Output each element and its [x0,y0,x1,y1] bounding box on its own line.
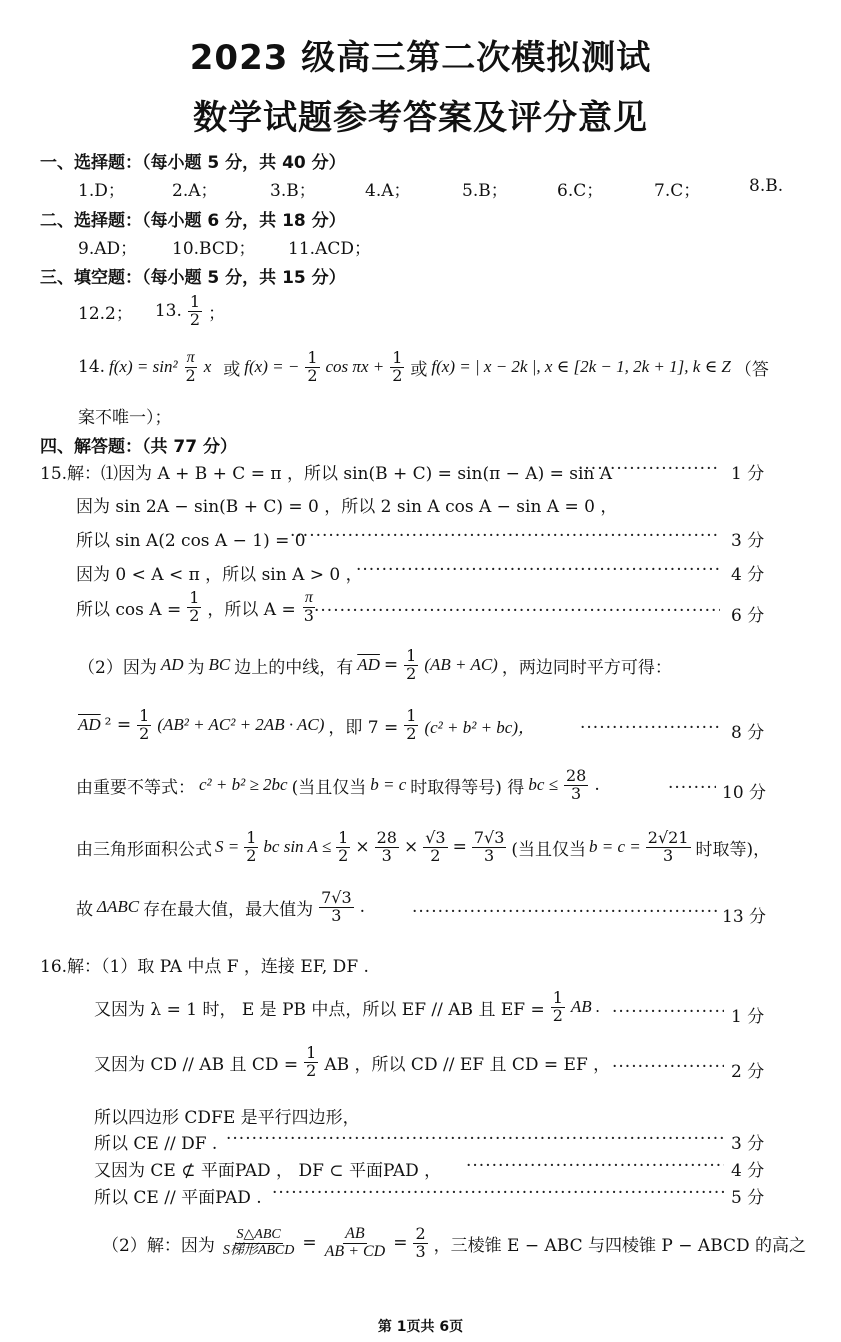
leader-dots [356,560,720,580]
text: 又因为 λ = 1 时， E 是 PB 中点，所以 EF // AB 且 EF = [94,999,545,1020]
frac-num: 1 [406,646,417,665]
fill-q12-q13 [78,294,225,329]
q15-line-5 [76,590,318,625]
frac-den: 2 [430,845,441,865]
math: bc ≤ [528,775,558,795]
frac-den: 2 [406,723,417,743]
answer-item: 7.C； [654,181,701,201]
frac-num: 1 [392,348,403,367]
frac-num: 1 [307,348,318,367]
math: AB . [570,997,601,1017]
frac-num: 1 [189,588,200,607]
score: 1 分 [731,464,765,484]
q12-answer: 12.2； [78,303,133,324]
leader-dots [412,902,718,922]
q15-line-10 [76,890,365,925]
q15-line-1: 15.解：⑴因为 A + B + C = π ，所以 sin(B + C) = sin(π − A) = sin A [40,464,613,484]
math: BC [208,655,231,675]
leader-dots [290,526,720,546]
text: （2）因为 [78,657,157,678]
q16-line-8 [102,1226,806,1261]
q13-end: ； [208,303,226,324]
q16-line-7: 所以 CE // 平面PAD . [94,1188,262,1208]
frac-den: 2 [189,605,200,625]
leader-dots [226,1129,724,1149]
score: 4 分 [731,1161,765,1181]
frac-num: 1 [552,988,563,1007]
q15-line-6 [78,648,672,683]
fraction [187,590,201,625]
text: (当且仅当 [291,777,367,798]
score: 3 分 [731,1134,765,1154]
q14-expr-b2: cos πx + [325,357,385,377]
answer-item: 9.AD； [78,239,138,259]
frac-num: √3 [425,828,446,847]
title-line-1: 2023 级高三第二次模拟测试 [189,38,652,78]
frac-den: 3 [415,1241,426,1261]
text: . [594,775,600,796]
frac-num: 1 [338,828,349,847]
q14-expr-b: f(x) = − [244,357,300,377]
section-heading-1: 一、选择题：（每小题 5 分，共 40 分） [40,153,346,173]
leader-dots [612,1002,724,1022]
frac-den: 3 [484,845,495,865]
frac-num: 7√3 [473,828,505,847]
score: 4 分 [731,565,765,585]
q14-frac-b [305,350,319,385]
math: (AB + AC) [424,655,498,675]
frac-num: 2 [415,1224,426,1243]
vector: $\overline{AD}$ [357,655,380,675]
text: 又因为 CD // AB 且 CD = [94,1054,299,1075]
score: 13 分 [722,907,767,927]
leader-dots [272,1183,724,1203]
frac-num: 28 [565,766,587,785]
frac-den: 2 [246,845,257,865]
fraction [137,708,151,743]
q14-expr-a2: x [203,357,212,377]
frac-den: 3 [571,783,582,803]
fraction [413,1226,427,1261]
q13-label: 13. [154,301,182,322]
math: = [302,1233,317,1254]
fraction [323,1226,388,1261]
text: ，所以 A = [207,599,296,620]
score: 5 分 [731,1188,765,1208]
frac-den: 3 [303,605,314,625]
text: 边上的中线，有 [234,657,354,678]
frac-den: S梯形ABCD [222,1242,295,1258]
q14-note: （答 [734,359,769,380]
score: 1 分 [731,1007,765,1027]
frac-num: S△ABC [236,1227,281,1243]
math: (c² + b² + bc)， [424,717,536,737]
frac-num: π [186,349,195,366]
leader-dots [612,1057,724,1077]
fraction [404,708,418,743]
title-line-2: 数学试题参考答案及评分意见 [193,98,648,138]
fraction [221,1228,297,1258]
q16-line-3 [94,1045,610,1080]
math: c² + b² ≥ 2bc [199,775,288,795]
q14-label: 14. [78,357,106,378]
text: 存在最大值，最大值为 [143,899,314,920]
fraction [319,890,354,925]
fraction [244,830,258,865]
math: (AB² + AC² + 2AB · AC) [157,715,325,735]
text: AB ，所以 CD // EF 且 CD = EF ， [324,1054,611,1075]
page-footer: 第 1页共 6页 [377,1319,464,1335]
frac-den: 2 [406,663,417,683]
q14-or-2: 或 [410,359,428,380]
section-heading-3: 三、填空题：（每小题 5 分，共 15 分） [40,268,346,288]
answer-item: 10.BCD； [172,239,256,259]
section-heading-4: 四、解答题：（共 77 分） [40,437,237,457]
math: AD [160,655,184,675]
q16-line-5: 所以 CE // DF . [94,1134,218,1154]
frac-den: 3 [663,845,674,865]
q15-line-2: 因为 sin 2A − sin(B + C) = 0 ，所以 2 sin A cos A − sin A = 0 ， [76,497,618,517]
q16-line-2 [94,990,600,1025]
text: 由重要不等式： [76,777,195,798]
score: 6 分 [731,606,765,626]
fraction [423,830,447,865]
fraction [472,830,507,865]
fraction [551,990,565,1025]
frac-den: 2 [185,365,196,385]
answer-item: 3.B； [270,181,316,201]
text: 由三角形面积公式 [76,839,212,860]
q16-line-4: 所以四边形 CDFE 是平行四边形， [94,1108,360,1128]
leader-dots [466,1156,724,1176]
text: 故 [76,899,93,920]
frac-num: 1 [189,292,201,311]
q15-line-4: 因为 0 < A < π ，所以 sin A > 0 ， [76,565,363,585]
fraction [375,830,399,865]
text: 时取等)， [695,839,771,860]
section-heading-2: 二、选择题：（每小题 6 分，共 18 分） [40,211,346,231]
text: ，两边同时平方可得： [501,657,672,678]
frac-den: 2 [306,1060,317,1080]
math: × [403,837,419,858]
text: (当且仅当 [511,839,587,860]
score: 3 分 [731,531,765,551]
answer-item: 6.C； [557,181,604,201]
frac-num: 28 [376,828,397,847]
leader-dots [314,601,720,621]
q15-line-3: 所以 sin A(2 cos A − 1) = 0 [76,531,306,551]
math: S = [215,837,240,857]
math: ΔABC [97,897,140,917]
q14-frac-a [184,350,198,385]
q15-line-7 [78,708,535,743]
frac-den: 2 [307,365,318,385]
math: = [393,1233,408,1254]
answer-item: 11.ACD； [288,239,371,259]
math: bc sin A ≤ [263,837,332,857]
math: b = c [370,775,407,795]
math: ² = [104,715,132,736]
q14-expr-c: f(x) = | x − 2k |, x ∈ [2k − 1, 2k + 1], k ∈ Z [431,357,731,377]
frac-num: 7√3 [321,888,352,907]
frac-num: 1 [139,706,150,725]
q16-line-1: 16.解：（1）取 PA 中点 F ，连接 EF, DF . [40,957,369,977]
text: 时取得等号) 得 [410,777,525,798]
q14-or-1: 或 [223,359,241,380]
fraction [336,830,350,865]
q16-line-6: 又因为 CE ⊄ 平面PAD ， DF ⊂ 平面PAD ， [94,1161,442,1181]
frac-num: 1 [406,706,417,725]
leader-dots [580,718,720,738]
fraction [564,768,588,803]
frac-num: 1 [246,828,257,847]
answer-item: 8.B. [749,176,784,196]
score: 10 分 [722,783,767,803]
leader-dots [578,459,720,479]
frac-den: 3 [331,905,342,925]
text: ，三棱锥 E − ABC 与四棱锥 P − ABCD 的高之 [433,1235,807,1256]
text: . [359,897,366,918]
q14-note-cont: 案不唯一）； [78,408,172,428]
frac-num: 1 [306,1043,317,1062]
frac-den: AB + CD [324,1242,386,1260]
answer-item: 4.A； [365,181,411,201]
frac-num: AB [345,1225,365,1242]
frac-num: π [304,589,313,606]
q14-expr-a: f(x) = sin² [109,357,178,377]
frac-den: 3 [381,845,392,865]
answer-item: 5.B； [462,181,508,201]
text: ，即 7 = [328,717,399,738]
q14-frac-b2 [390,350,404,385]
text: = [383,655,399,676]
q15-line-8 [76,768,600,803]
frac-den: 2 [139,723,150,743]
leader-dots [668,778,716,798]
frac-den: 2 [338,845,349,865]
text: （2）解：因为 [102,1235,215,1256]
text: 为 [187,657,205,678]
score: 2 分 [731,1062,765,1082]
fraction [646,830,691,865]
math: = [452,837,467,858]
frac-num: 2√21 [647,828,689,847]
answer-item: 2.A； [172,181,218,201]
frac-den: 2 [552,1005,563,1025]
math: × [355,837,370,858]
math: b = c = [589,837,641,857]
frac-den: 2 [189,309,201,329]
q13-fraction [188,294,202,329]
frac-den: 2 [392,365,403,385]
fill-q14 [78,350,769,385]
vector: $\overline{AD}$ [78,715,101,735]
answer-item: 1.D； [78,181,125,201]
fraction [304,1045,318,1080]
fraction [404,648,418,683]
score: 8 分 [731,723,765,743]
text: 所以 cos A = [76,599,182,620]
q15-line-9 [76,830,770,865]
